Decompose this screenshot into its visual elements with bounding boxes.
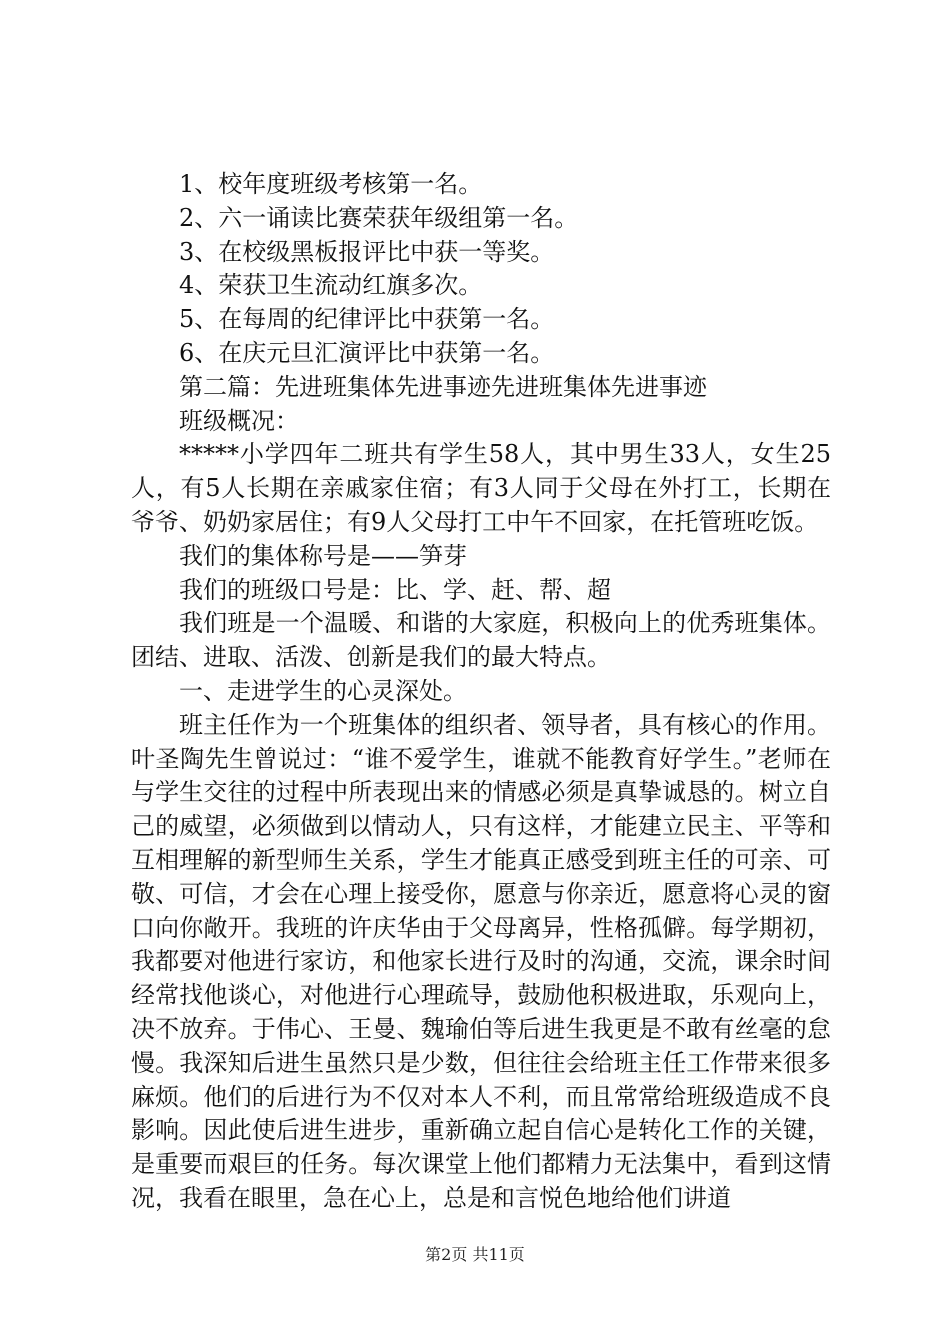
paragraph: 一、走进学生的心灵深处。 bbox=[179, 676, 467, 705]
paragraph: 2、六一诵读比赛荣获年级组第一名。 bbox=[179, 203, 579, 232]
paragraph: 6、在庆元旦汇演评比中获第一名。 bbox=[179, 338, 555, 367]
paragraph: 我们的集体称号是——笋芽 bbox=[179, 541, 467, 570]
paragraph: *****小学四年二班共有学生58人，其中男生33人，女生25人，有5人长期在亲戚家住宿；有3人同于父母在外打工，长期在爷爷、奶奶家居住；有9人父母打工中午不回家，在托管班吃饭。 bbox=[131, 440, 831, 536]
paragraph: 5、在每周的纪律评比中获第一名。 bbox=[179, 305, 555, 334]
paragraph: 4、荣获卫生流动红旗多次。 bbox=[179, 271, 483, 300]
paragraph: 班主任作为一个班集体的组织者、领导者，具有核心的作用。叶圣陶先生曾说过：“谁不爱学生，谁就不能教育好学生。”老师在与学生交往的过程中所表现出来的情感必须是真挚诚恳的。树立自己的威望，必须做到以情动人，只有这样，才能建立民主、平等和互相理解的新型师生关系，学生才能真正感受到班主任的可亲、可敬、可信，才会在心理上接受你，愿意与你亲近，愿意将心灵的窗口向你敞开。我班的许庆华由于父母离异，性格孤僻。每学期初，我都要对他进行家访，和他家长进行及时的沟通，交流，课余时间经常找他谈心，对他进行心理疏导，鼓励他积极进取，乐观向上，决不放弃。于伟心、王曼、魏瑜伯等后进生我更是不敢有丝毫的怠慢。我深知后进生虽然只是少数，但往往会给班主任工作带来很多麻烦。他们的后进行为不仅对本人不利，而且常常给班级造成不良影响。因此使后进生进步，重新确立起自信心是转化工作的关键，是重要而艰巨的任务。每次课堂上他们都精力无法集中，看到这情况，我看在眼里，急在心上，总是和言悦色地给他们讲道 bbox=[131, 710, 831, 1212]
paragraph: 1、校年度班级考核第一名。 bbox=[179, 170, 483, 198]
page-number: 第2页 共11页 bbox=[425, 1245, 525, 1264]
section-heading: 第二篇：先进班集体先进事迹先进班集体先进事迹 bbox=[179, 372, 707, 401]
paragraph: 我们的班级口号是：比、学、赶、帮、超 bbox=[179, 575, 611, 604]
paragraph: 班级概况： bbox=[179, 406, 299, 435]
paragraph: 我们班是一个温暖、和谐的大家庭，积极向上的优秀班集体。团结、进取、活泼、创新是我们的最大特点。 bbox=[131, 609, 831, 672]
paragraph: 3、在校级黑板报评比中获一等奖。 bbox=[179, 237, 555, 266]
document-body bbox=[131, 168, 831, 1216]
